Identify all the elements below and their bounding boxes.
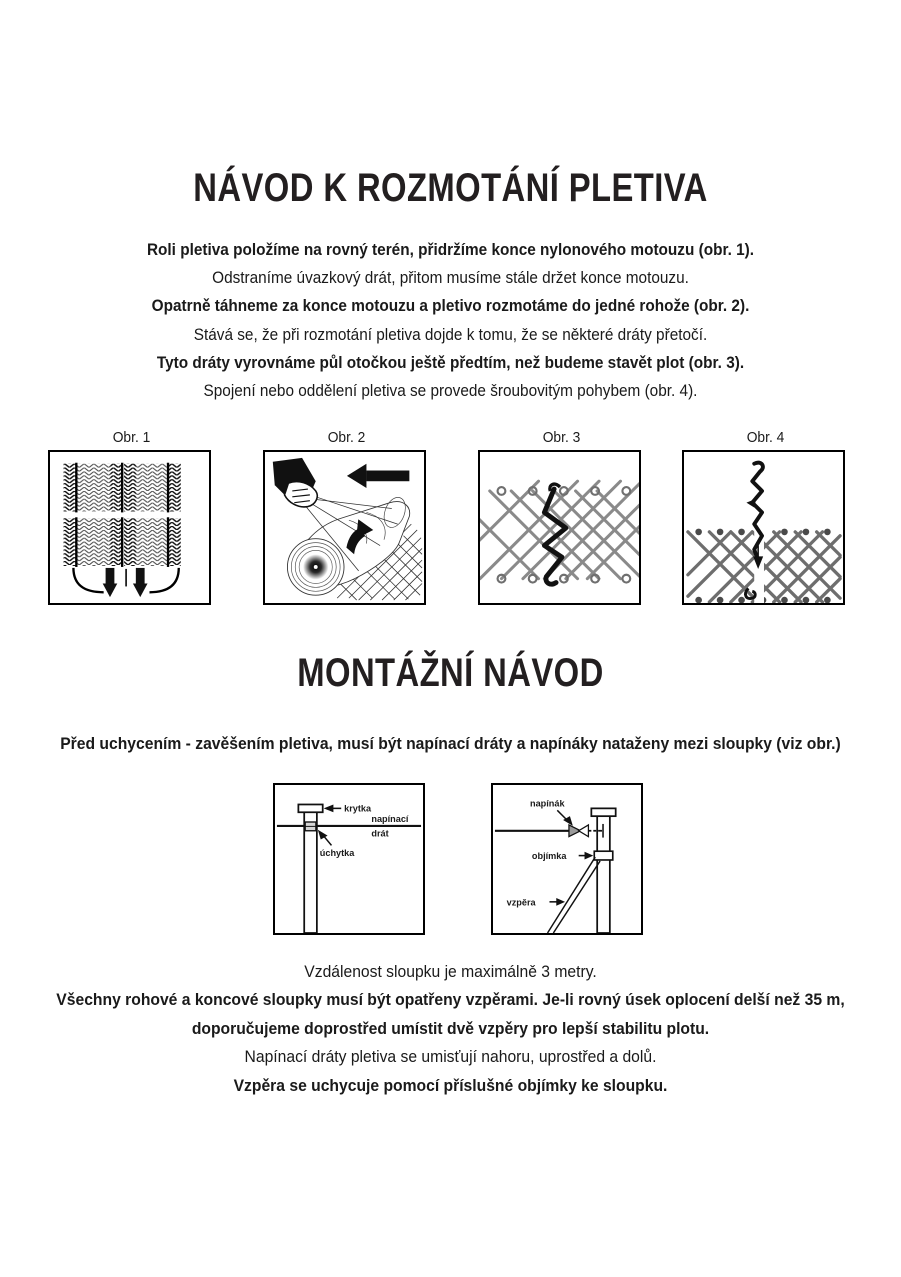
figure-4-caption: Obr. 4: [746, 429, 785, 446]
assembly-instructions: [0, 958, 901, 1100]
chainlink-twisted-wire-icon: [480, 452, 639, 603]
hand-unrolling-mesh-icon: [265, 452, 424, 603]
figure-4: [682, 428, 849, 605]
figure-3-image: [478, 450, 641, 605]
instruction-line: Opatrně táhneme za konce motouzu a pletivo rozmotáme do jedné rohože (obr. 2).: [151, 297, 750, 316]
label-uchytka: [318, 830, 355, 858]
wire-unscrewing-from-mesh-icon: [684, 452, 843, 603]
instruction-line: Všechny rohové a koncové sloupky musí být opatřeny vzpěrami. Je-li rovný úsek oplocení delší než 35 m,: [56, 991, 845, 1010]
page-title-unrolling: NÁVOD K ROZMOTÁNÍ PLETIVA: [193, 166, 708, 210]
turnbuckle-shape: [569, 825, 588, 837]
post-turnbuckle-clamp-brace-diagram: [493, 785, 641, 933]
figure-2-image: [263, 450, 426, 605]
figure-1: [48, 428, 215, 605]
diagram-post-with-cap: [273, 783, 425, 935]
instruction-line: Vzdálenost sloupku je maximálně 3 metry.: [304, 963, 597, 981]
page-title-assembly: MONTÁŽNÍ NÁVOD: [297, 651, 604, 695]
figure-2-caption: Obr. 2: [327, 429, 366, 446]
instruction-line: Odstraníme úvazkový drát, přitom musíme stále držet konce motouzu.: [212, 269, 689, 288]
post-cap-clip-diagram: [275, 785, 423, 933]
figure-3: [478, 428, 645, 605]
instruction-line: Spojení nebo oddělení pletiva se provede šroubovitým pohybem (obr. 4).: [203, 382, 698, 401]
instruction-line: Před uchycením - zavěšením pletiva, musí být napínací dráty a napínáky nataženy mezi sloupky (viz obr.): [60, 735, 841, 753]
figure-4-image: [682, 450, 845, 605]
label-vzpera: [507, 898, 565, 908]
instruction-line: Vzpěra se uchycuje pomocí příslušné objímky ke sloupku.: [233, 1076, 668, 1095]
svg-text:napínák: napínák: [530, 798, 565, 809]
label-objimka: [532, 851, 593, 861]
instruction-line: doporučujeme doprostřed umístit dvě vzpěry pro lepší stabilitu plotu.: [191, 1019, 710, 1038]
svg-text:krytka: krytka: [344, 803, 372, 814]
figure-1-caption: Obr. 1: [112, 429, 151, 446]
svg-text:napínací: napínací: [371, 814, 409, 824]
diagram-post-with-brace: [491, 783, 643, 935]
instruction-line: Roli pletiva položíme na rovný terén, přidržíme konce nylonového motouzu (obr. 1).: [146, 241, 755, 259]
unrolling-instructions: [0, 236, 901, 405]
figure-3-caption: Obr. 3: [542, 429, 581, 446]
assembly-diagram-row: [273, 783, 663, 938]
figure-1-image: [48, 450, 211, 605]
svg-text:úchytka: úchytka: [319, 848, 355, 859]
label-krytka: [324, 803, 372, 813]
assembly-lead-text: [0, 730, 901, 758]
folded-mesh-bundles-icon: [50, 452, 209, 603]
instruction-line: Napínací dráty pletiva se umisťují nahoru, uprostřed a dolů.: [244, 1048, 657, 1067]
label-napinak: [530, 798, 573, 825]
figure-2: [263, 428, 430, 605]
figure-row: [48, 428, 845, 613]
svg-text:drát: drát: [371, 828, 389, 839]
instruction-line: Tyto dráty vyrovnáme půl otočkou ještě předtím, než budeme stavět plot (obr. 3).: [156, 353, 745, 372]
svg-text:objímka: objímka: [531, 851, 567, 861]
instruction-line: Stává se, že při rozmotání pletiva dojde k tomu, že se některé dráty přetočí.: [193, 325, 708, 344]
svg-text:vzpěra: vzpěra: [506, 897, 536, 908]
